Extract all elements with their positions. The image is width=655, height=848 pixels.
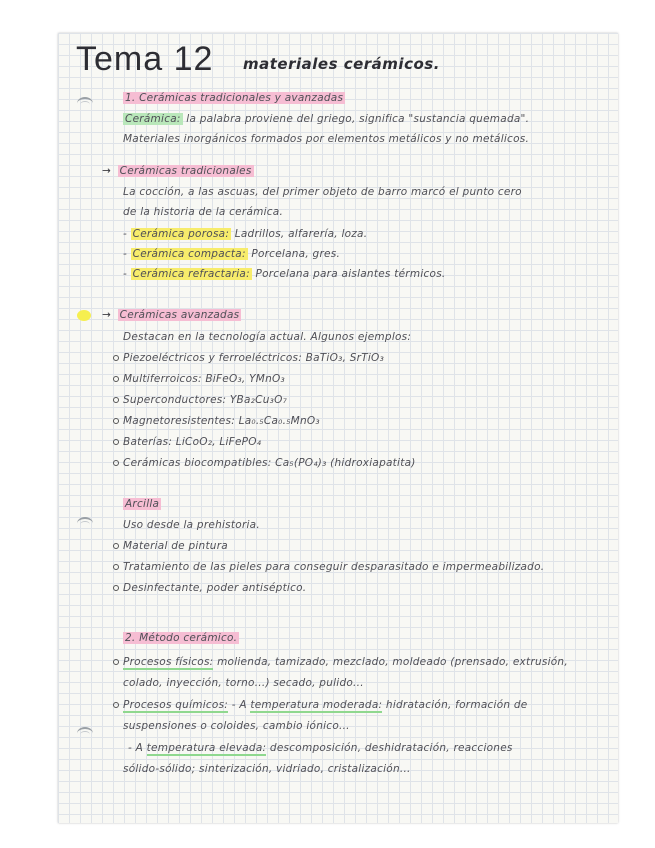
list-item: - Cerámica compacta: Porcelana, gres. (123, 248, 341, 260)
list-item: Tratamiento de las pieles para conseguir desparasitado e impermeabilizado. (113, 561, 544, 573)
list-item: Desinfectante, poder antiséptico. (113, 582, 306, 594)
chemical-processes-line-2: suspensiones o coloides, cambio iónico... (123, 720, 350, 732)
list-item: Baterías: LiCoO₂, LiFePO₄ (113, 436, 261, 448)
chemical-processes-line-3: - A temperatura elevada: descomposición, deshidratación, reacciones (128, 742, 513, 754)
page-title: Tema 12 (76, 40, 214, 78)
list-item: Superconductores: YBa₂Cu₃O₇ (113, 394, 287, 406)
advanced-intro: Destacan en la tecnología actual. Algunos ejemplos: (123, 331, 412, 343)
ring-hole-icon (77, 727, 93, 740)
physical-processes-line: Procesos físicos: molienda, tamizado, mezclado, moldeado (prensado, extrusión, (113, 656, 568, 668)
section-2-heading: 2. Método cerámico. (125, 632, 238, 644)
arrow-right-icon: → (102, 165, 112, 177)
yellow-dot-sticker-icon (77, 310, 91, 321)
term-ceramica: Cerámica: (125, 113, 181, 125)
physical-processes-line-2: colado, inyección, torno...) secado, pulido... (123, 677, 364, 689)
arcilla-intro: Uso desde la prehistoria. (123, 519, 260, 531)
list-item: Multiferroicos: BiFeO₃, YMnO₃ (113, 373, 285, 385)
ring-hole-icon (77, 97, 93, 110)
arrow-right-icon: → (102, 309, 112, 321)
section-1-heading: 1. Cerámicas tradicionales y avanzadas (125, 92, 344, 104)
list-item: Cerámicas biocompatibles: Ca₅(PO₄)₃ (hidroxiapatita) (113, 457, 416, 469)
list-item: - Cerámica porosa: Ladrillos, alfarería, loza. (123, 228, 368, 240)
arcilla-heading: Arcilla (125, 498, 160, 510)
list-item: Piezoeléctricos y ferroeléctricos: BaTiO₃, SrTiO₃ (113, 352, 384, 364)
list-item: Magnetoresistentes: La₀.₅Ca₀.₅MnO₃ (113, 415, 320, 427)
chemical-processes-line-4: sólido-sólido; sinterización, vidriado, cristalización... (123, 763, 411, 775)
ceramica-definition-line: Cerámica: la palabra proviene del griego, significa "sustancia quemada". (125, 113, 530, 125)
list-item: Material de pintura (113, 540, 228, 552)
traditional-paragraph-1: La cocción, a las ascuas, del primer objeto de barro marcó el punto cero (123, 186, 522, 198)
list-item: - Cerámica refractaria: Porcelana para aislantes térmicos. (123, 268, 446, 280)
advanced-heading: → Cerámicas avanzadas (102, 309, 240, 321)
ring-hole-icon (77, 517, 93, 530)
traditional-paragraph-2: de la historia de la cerámica. (123, 206, 284, 218)
page-subtitle: materiales cerámicos. (243, 55, 440, 73)
ceramica-definition-line-2: Materiales inorgánicos formados por elementos metálicos y no metálicos. (123, 133, 530, 145)
traditional-heading: → Cerámicas tradicionales (102, 165, 252, 177)
chemical-processes-line: Procesos químicos: - A temperatura moderada: hidratación, formación de (113, 699, 528, 711)
